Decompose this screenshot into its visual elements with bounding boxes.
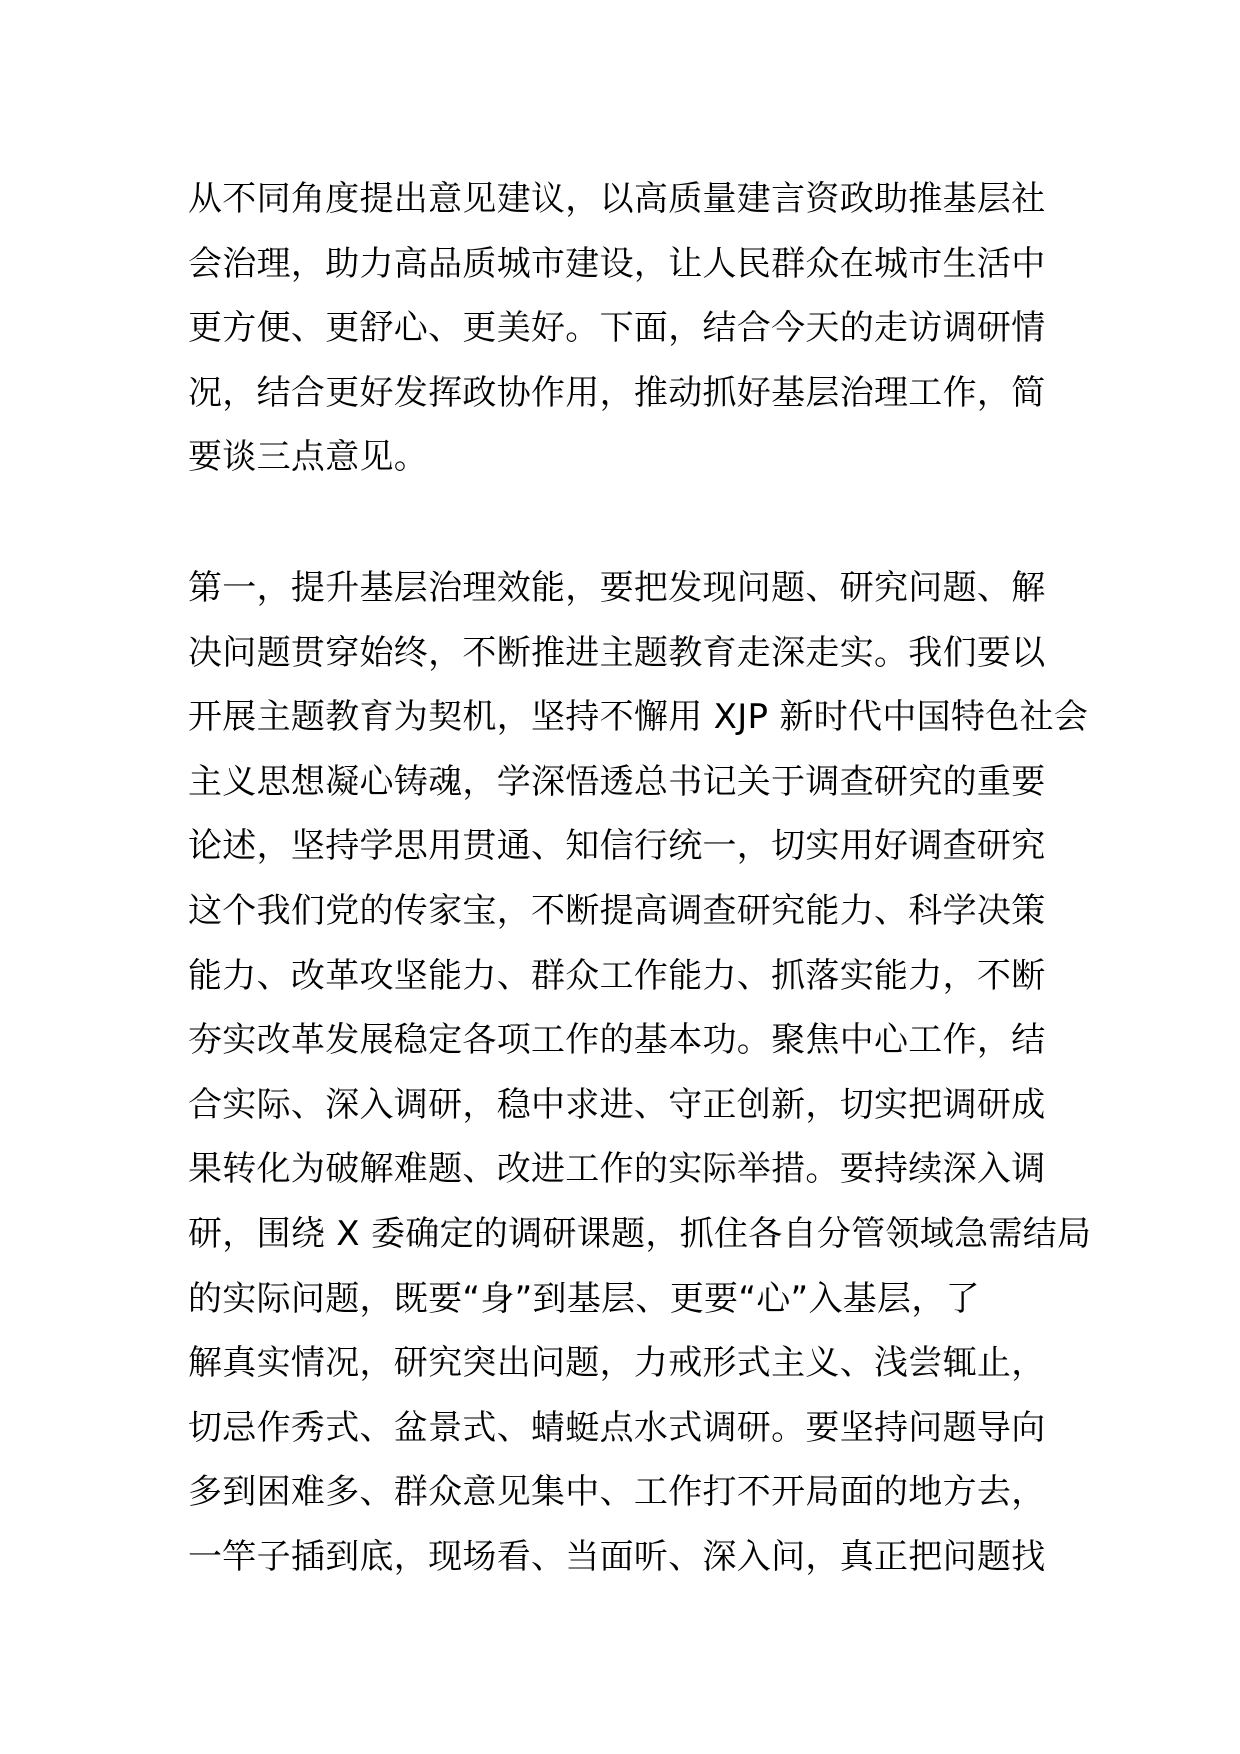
text-line: 果转化为破解难题、改进工作的实际举措。要持续深入调 <box>188 1149 1046 1190</box>
text-line: 开展主题教育为契机，坚持不懈用 XJP 新时代中国特色社会 <box>188 697 1089 738</box>
text-line: 研，围绕 X 委确定的调研课题，抓住各自分管领域急需结局 <box>188 1213 1092 1254</box>
text-line: 况，结合更好发挥政协作用，推动抓好基层治理工作，简 <box>188 372 1046 413</box>
text-line: 会治理，助力高品质城市建设，让人民群众在城市生活中 <box>188 243 1046 284</box>
text-line: 更方便、更舒心、更美好。下面，结合今天的走访调研情 <box>188 308 1046 349</box>
text-line: 要谈三点意见。 <box>188 437 429 478</box>
text-line: 主义思想凝心铸魂，学深悟透总书记关于调查研究的重要 <box>188 761 1046 802</box>
paragraph-intro <box>188 167 1058 490</box>
text-line: 决问题贯穿始终，不断推进主题教育走深走实。我们要以 <box>188 632 1046 673</box>
paragraph-first-point <box>188 556 1092 1590</box>
text-line: 从不同角度提出意见建议，以高质量建言资政助推基层社 <box>188 179 1046 219</box>
text-line: 第一，提升基层治理效能，要把发现问题、研究问题、解 <box>188 568 1046 608</box>
text-line: 一竿子插到底，现场看、当面听、深入问，真正把问题找 <box>188 1536 1046 1577</box>
text-line: 切忌作秀式、盆景式、蜻蜓点水式调研。要坚持问题导向 <box>188 1407 1046 1448</box>
text-line: 夯实改革发展稳定各项工作的基本功。聚焦中心工作，结 <box>188 1020 1046 1061</box>
text-line: 论述，坚持学思用贯通、知信行统一，切实用好调查研究 <box>188 826 1046 867</box>
text-line: 能力、改革攻坚能力、群众工作能力、抓落实能力，不断 <box>188 955 1046 996</box>
text-line: 这个我们党的传家宝，不断提高调查研究能力、科学决策 <box>188 890 1046 931</box>
text-line: 合实际、深入调研，稳中求进、守正创新，切实把调研成 <box>188 1084 1046 1125</box>
text-line: 的实际问题，既要“身”到基层、更要“心”入基层，了 <box>188 1278 980 1319</box>
text-line: 多到困难多、群众意见集中、工作打不开局面的地方去， <box>188 1472 1046 1513</box>
text-line: 解真实情况，研究突出问题，力戒形式主义、浅尝辄止， <box>188 1343 1046 1384</box>
